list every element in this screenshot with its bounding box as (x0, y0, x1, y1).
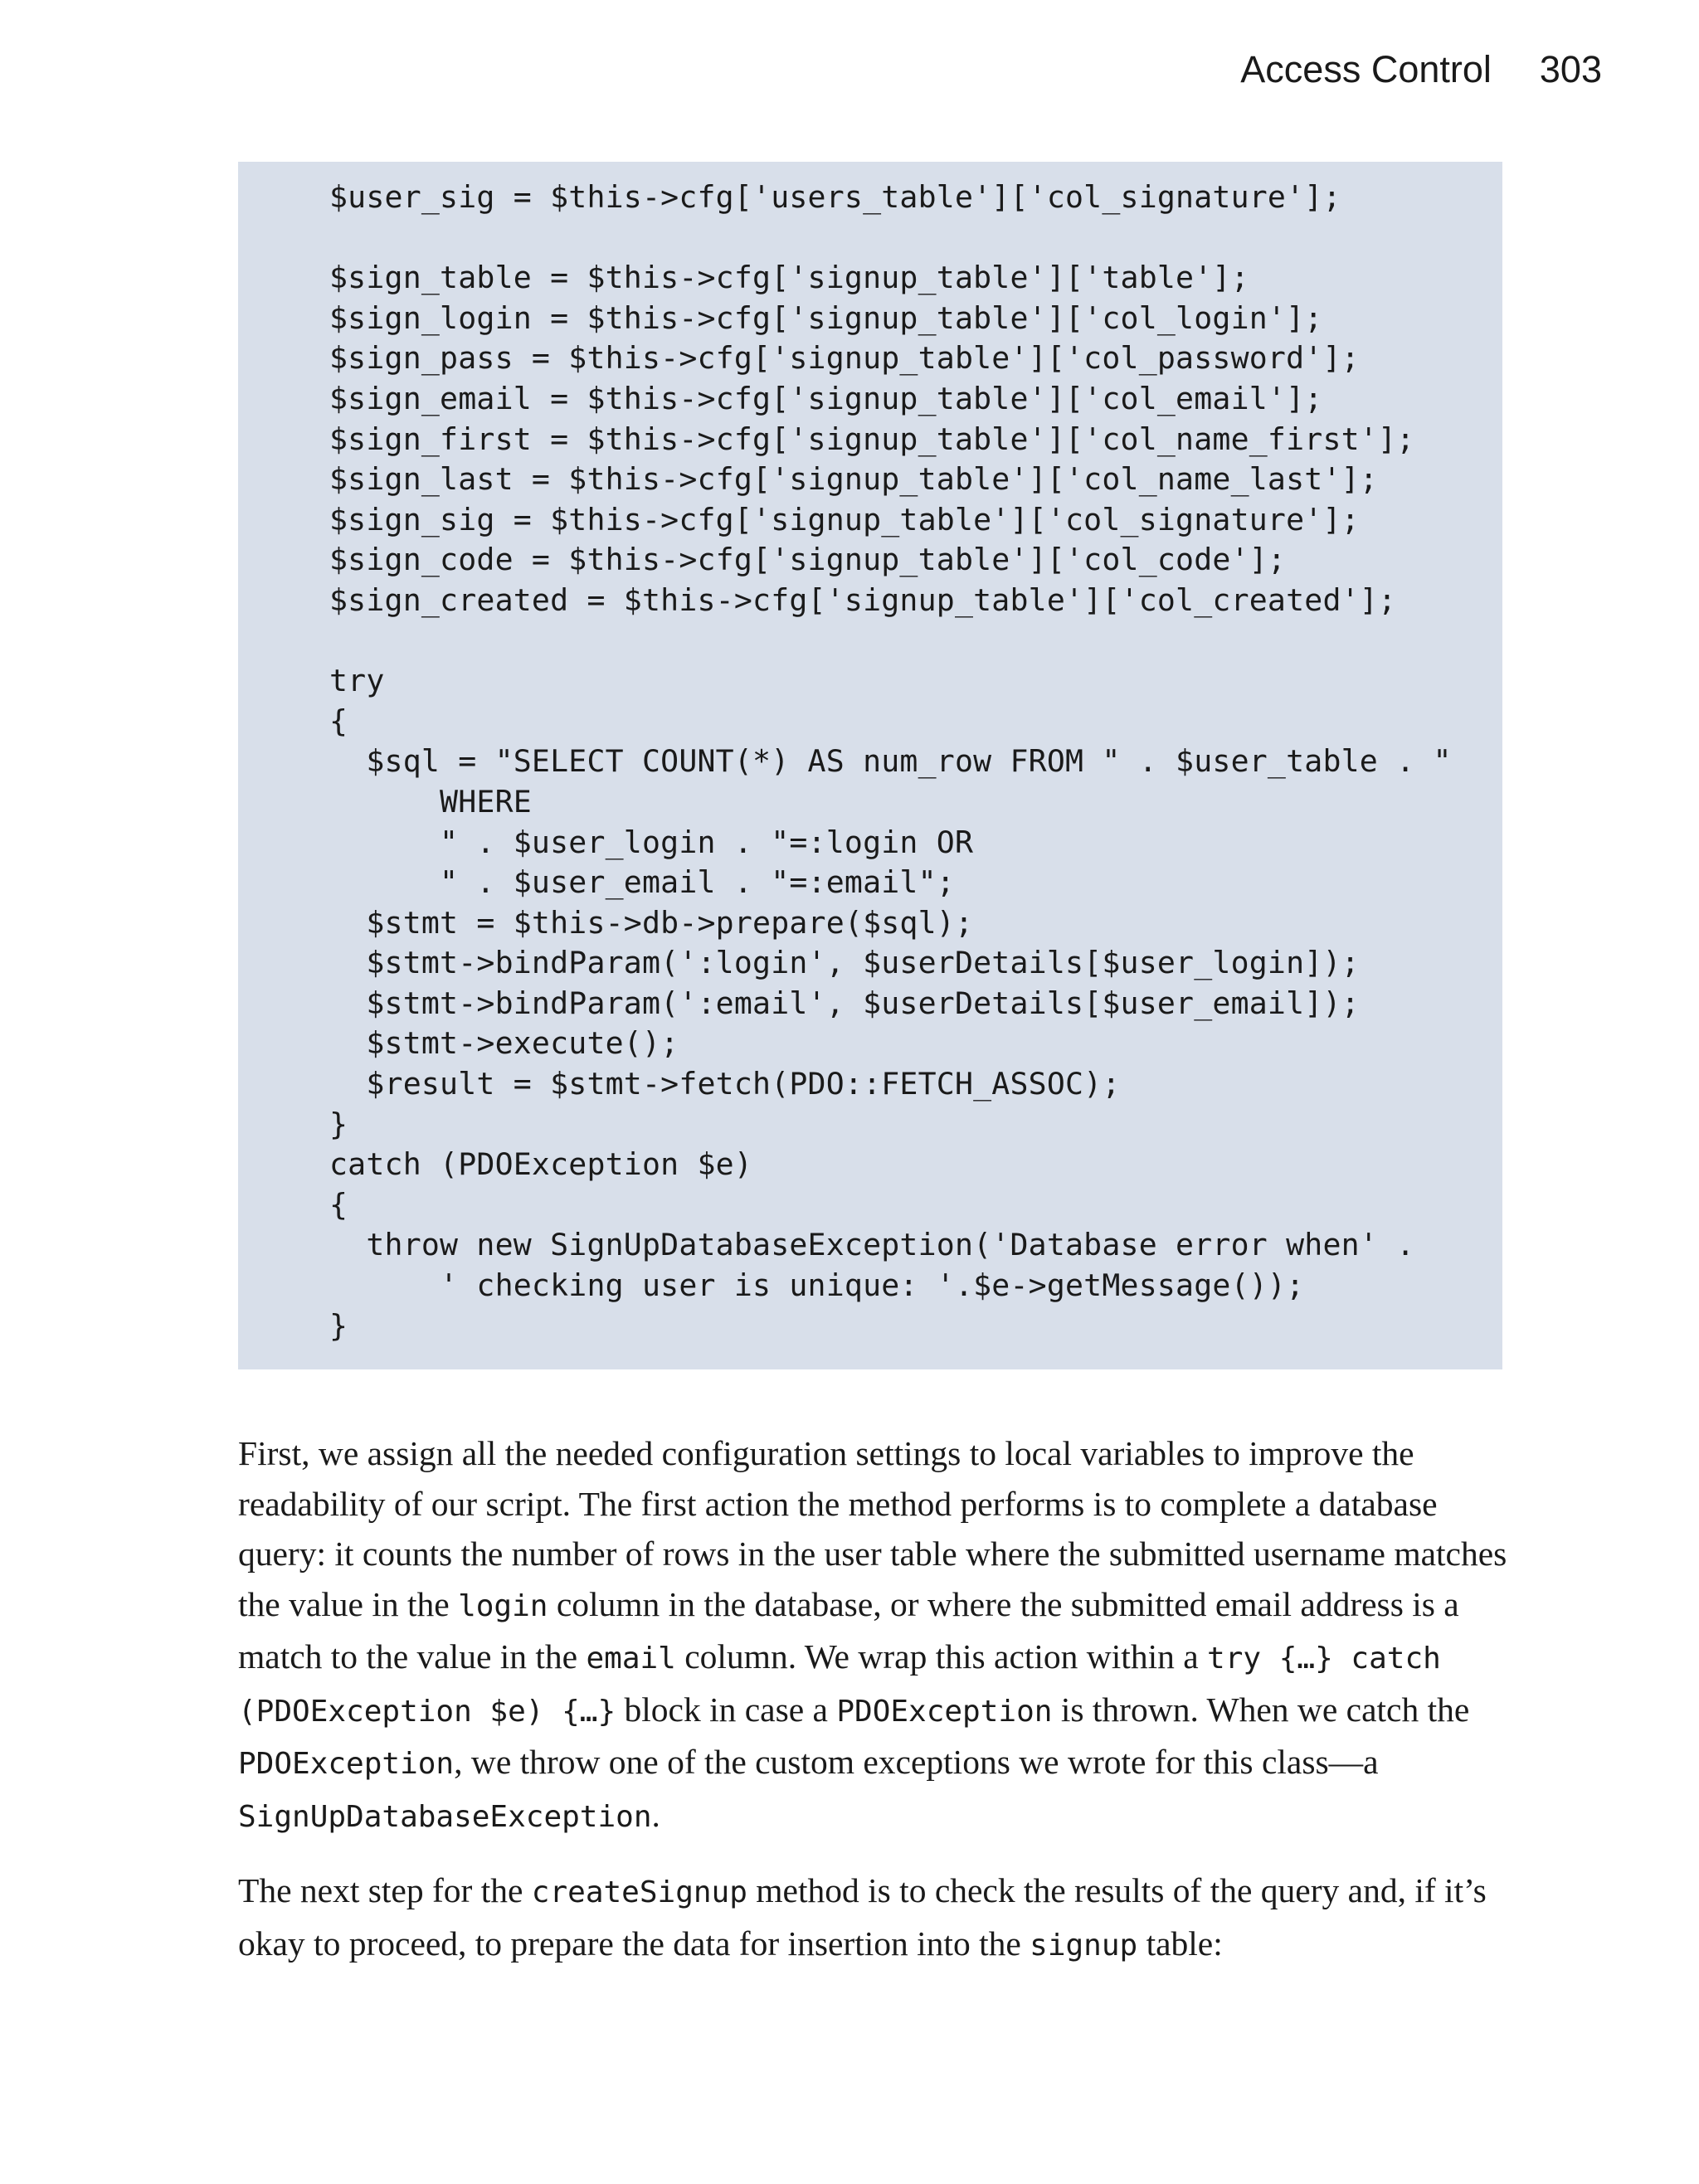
paragraph-text: block in case a (616, 1690, 837, 1729)
code-line: $sql = "SELECT COUNT(*) AS num_row FROM " . $user_table . " (329, 743, 1452, 780)
inline-code: SignUpDatabaseException (238, 1799, 652, 1834)
inline-code: PDOException (836, 1694, 1053, 1729)
code-line: $sign_created = $this->cfg['signup_table']['col_created']; (329, 581, 1397, 618)
code-line: $stmt->bindParam(':email', $userDetails[$user_email]); (329, 985, 1360, 1021)
inline-code: try {…} catch (PDOException $e) {…} (238, 1642, 1441, 1729)
code-line: { (329, 1186, 348, 1223)
code-line (329, 218, 1502, 259)
paragraph-text: The next step for the (238, 1871, 532, 1909)
inline-code: login (458, 1588, 548, 1623)
code-line: $stmt->execute(); (329, 1025, 679, 1062)
code-line: " . $user_login . "=:login OR (329, 824, 974, 860)
code-line (329, 621, 1502, 662)
code-line: " . $user_email . "=:email"; (329, 864, 955, 901)
code-line: WHERE (329, 783, 532, 820)
paragraph-text: column in the database, or where the submitted email address is a match to the value in the (238, 1584, 1459, 1676)
code-line: catch (PDOException $e) (329, 1146, 753, 1183)
inline-code: signup (1030, 1928, 1138, 1963)
code-line: { (329, 703, 348, 739)
inline-code: email (586, 1642, 676, 1676)
paragraph-text: . (651, 1795, 660, 1834)
code-line: $sign_sig = $this->cfg['signup_table']['col_signature']; (329, 501, 1360, 537)
body-paragraph-2 (238, 1865, 1507, 1971)
code-line: $sign_last = $this->cfg['signup_table']['col_name_last']; (329, 461, 1378, 498)
code-line: $sign_code = $this->cfg['signup_table']['col_code']; (329, 542, 1287, 578)
paragraph-text: method is to check the results of the query and, if it’s okay to proceed, to prepare the data for insertion into the (238, 1871, 1487, 1963)
code-line: $stmt->bindParam(':login', $userDetails[$user_login]); (329, 945, 1360, 981)
code-line: $sign_email = $this->cfg['signup_table']['col_email']; (329, 380, 1323, 416)
code-line: $sign_pass = $this->cfg['signup_table']['col_password']; (329, 340, 1360, 377)
code-line: throw new SignUpDatabaseException('Database error when' . (329, 1227, 1415, 1263)
paragraph-text: table: (1137, 1924, 1223, 1963)
code-line: } (329, 1307, 348, 1344)
code-listing (238, 162, 1502, 1369)
chapter-title: Access Control (1240, 48, 1492, 90)
code-line: $sign_table = $this->cfg['signup_table']['table']; (329, 260, 1249, 296)
page-number: 303 (1539, 48, 1602, 90)
running-head (1240, 48, 1602, 91)
code-line: ' checking user is unique: '.$e->getMessage()); (329, 1267, 1305, 1304)
paragraph-text: , we throw one of the custom exceptions we wrote for this class—a (454, 1743, 1379, 1781)
paragraph-text: is thrown. When we catch the (1052, 1690, 1470, 1729)
paragraph-text: First, we assign all the needed configuration settings to local variables to improve the readability of our script. The first action the method performs is to complete a database query: it counts the number of rows in the user table where the submitted username matches the value in the (238, 1434, 1507, 1623)
body-paragraph-1 (238, 1428, 1507, 1842)
code-line: $sign_first = $this->cfg['signup_table']['col_name_first']; (329, 421, 1415, 457)
paragraph-text: column. We wrap this action within a (675, 1637, 1208, 1676)
code-line: $stmt = $this->db->prepare($sql); (329, 904, 974, 941)
code-line: $user_sig = $this->cfg['users_table']['col_signature']; (329, 179, 1341, 215)
code-line: try (329, 663, 385, 699)
code-line: } (329, 1106, 348, 1142)
inline-code: createSignup (531, 1875, 747, 1909)
inline-code: PDOException (238, 1747, 455, 1781)
code-line: $sign_login = $this->cfg['signup_table']['col_login']; (329, 299, 1323, 336)
code-line: $result = $stmt->fetch(PDO::FETCH_ASSOC); (329, 1066, 1121, 1102)
